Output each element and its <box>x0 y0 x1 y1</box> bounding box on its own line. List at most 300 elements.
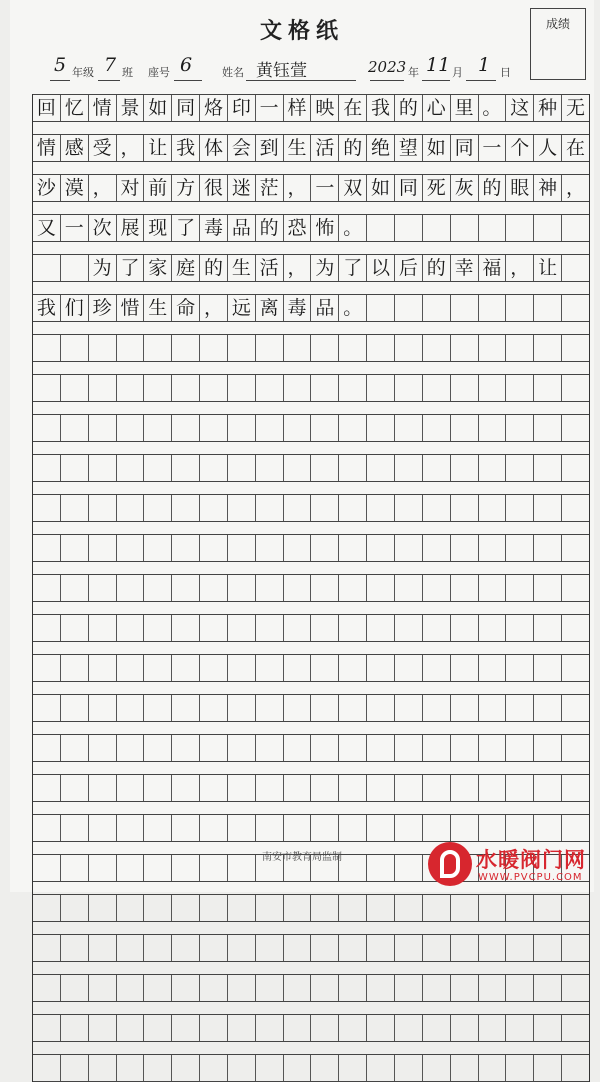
grid-cell <box>117 495 145 521</box>
grid-cell <box>311 575 339 601</box>
grid-cell <box>144 495 172 521</box>
grid-row <box>33 334 589 362</box>
grid-cell: 迷 <box>228 175 256 201</box>
grid-cell <box>33 375 61 401</box>
grid-cell <box>256 775 284 801</box>
grid-cell: 回 <box>33 95 61 121</box>
grid-row <box>33 454 589 482</box>
grid-cell: 惜 <box>117 295 145 321</box>
grid-cell: 生 <box>144 295 172 321</box>
grid-cell <box>284 975 312 1001</box>
grid-cell <box>339 575 367 601</box>
grid-cell <box>479 975 507 1001</box>
grid-cell <box>451 695 479 721</box>
grid-cell <box>534 735 562 761</box>
grid-cell: 以 <box>367 255 395 281</box>
grid-cell <box>423 735 451 761</box>
grid-row <box>33 534 589 562</box>
grid-cell <box>479 935 507 961</box>
grid-cell <box>451 1055 479 1081</box>
grid-cell <box>172 495 200 521</box>
grid-row <box>33 974 589 1002</box>
grid-cell <box>200 575 228 601</box>
grid-cell: ， <box>117 135 145 161</box>
grid-cell: 感 <box>61 135 89 161</box>
grid-cell <box>200 375 228 401</box>
grid-cell <box>117 375 145 401</box>
grid-cell <box>89 775 117 801</box>
grid-cell <box>172 575 200 601</box>
grid-row <box>33 1014 589 1042</box>
grid-cell <box>172 1055 200 1081</box>
student-info-row <box>50 54 520 84</box>
grid-cell <box>367 815 395 841</box>
grid-cell <box>395 815 423 841</box>
grid-cell <box>172 335 200 361</box>
grid-cell <box>367 575 395 601</box>
grid-cell <box>61 695 89 721</box>
grid-cell <box>228 935 256 961</box>
grid-cell <box>144 575 172 601</box>
grid-cell <box>144 335 172 361</box>
grid-cell <box>534 655 562 681</box>
grid-cell <box>33 935 61 961</box>
grid-cell <box>506 335 534 361</box>
grid-cell <box>479 1015 507 1041</box>
grid-cell <box>144 1055 172 1081</box>
grid-cell <box>117 895 145 921</box>
grid-cell: 情 <box>33 135 61 161</box>
grid-cell <box>256 615 284 641</box>
grid-cell <box>284 895 312 921</box>
grid-cell: 无 <box>565 96 585 119</box>
grid-row <box>33 694 589 722</box>
grade-label: 年级 <box>72 66 94 79</box>
grid-cell <box>367 935 395 961</box>
grid-cell <box>451 215 479 241</box>
grid-cell <box>534 1015 562 1041</box>
grid-cell: 展 <box>117 215 145 241</box>
grid-cell <box>423 655 451 681</box>
grid-cell <box>228 575 256 601</box>
page-title: 文格纸 <box>259 19 344 44</box>
grid-cell <box>367 1015 395 1041</box>
writing-grid <box>32 94 590 1082</box>
grid-row <box>33 1054 589 1082</box>
grid-cell: 了 <box>339 255 367 281</box>
grid-cell: 体 <box>200 135 228 161</box>
grid-cell: 会 <box>228 135 256 161</box>
grid-cell <box>144 815 172 841</box>
grid-cell <box>367 455 395 481</box>
grid-cell <box>395 455 423 481</box>
day-label: 日 <box>500 66 511 79</box>
row-gap <box>33 562 589 574</box>
row-gap <box>33 122 589 134</box>
grid-cell: 毒 <box>200 215 228 241</box>
grid-cell <box>479 535 507 561</box>
grid-cell: 沙 <box>33 175 61 201</box>
grid-cell <box>89 455 117 481</box>
class-underline <box>98 80 120 81</box>
grid-cell <box>311 535 339 561</box>
grid-row <box>33 374 589 402</box>
grid-cell: 福 <box>479 255 507 281</box>
grid-cell <box>339 495 367 521</box>
grid-cell <box>200 615 228 641</box>
grid-cell: 到 <box>256 135 284 161</box>
grid-cell <box>562 455 589 481</box>
grid-cell <box>479 615 507 641</box>
grid-cell <box>479 415 507 441</box>
grid-cell <box>395 975 423 1001</box>
grid-cell <box>423 975 451 1001</box>
grid-cell: 了 <box>172 215 200 241</box>
grid-cell: 里 <box>451 95 479 121</box>
row-gap <box>33 282 589 294</box>
grid-cell <box>395 295 423 321</box>
grid-cell <box>117 655 145 681</box>
grid-cell <box>339 935 367 961</box>
grid-cell <box>506 695 534 721</box>
grid-cell <box>367 295 395 321</box>
grid-cell <box>367 775 395 801</box>
grid-cell <box>200 975 228 1001</box>
grid-cell <box>311 775 339 801</box>
grid-cell <box>61 775 89 801</box>
grid-cell <box>117 815 145 841</box>
grid-cell: 前 <box>144 175 172 201</box>
grid-cell <box>144 415 172 441</box>
grid-cell <box>311 695 339 721</box>
grid-cell: 次 <box>89 215 117 241</box>
grid-cell: 情 <box>89 95 117 121</box>
grid-cell: 印 <box>228 95 256 121</box>
grid-cell <box>61 615 89 641</box>
grid-cell <box>200 335 228 361</box>
row-gap <box>33 202 589 214</box>
grid-cell <box>144 975 172 1001</box>
grid-row <box>33 734 589 762</box>
grid-row <box>33 574 589 602</box>
grid-cell <box>89 975 117 1001</box>
grid-cell: 种 <box>534 95 562 121</box>
grid-cell: 如 <box>144 95 172 121</box>
grid-cell <box>89 815 117 841</box>
grid-cell: 。 <box>339 215 367 241</box>
grid-cell <box>423 415 451 441</box>
year-label: 年 <box>408 66 419 79</box>
row-gap <box>33 242 589 254</box>
grid-cell <box>339 775 367 801</box>
grid-cell <box>479 575 507 601</box>
grid-cell <box>311 895 339 921</box>
grid-cell <box>506 535 534 561</box>
grid-cell <box>33 815 61 841</box>
grid-cell <box>534 975 562 1001</box>
grid-cell <box>562 775 589 801</box>
watermark-title: 水暖阀门网 <box>476 848 586 872</box>
grid-cell: 同 <box>451 135 479 161</box>
grid-cell: 为 <box>89 255 117 281</box>
grid-cell <box>172 455 200 481</box>
grid-cell <box>144 935 172 961</box>
grid-cell <box>395 415 423 441</box>
grid-cell <box>61 415 89 441</box>
grid-cell <box>61 975 89 1001</box>
month-value: 11 <box>426 54 451 76</box>
grid-cell <box>256 375 284 401</box>
grid-cell <box>451 335 479 361</box>
grid-cell <box>172 735 200 761</box>
grid-cell <box>284 1015 312 1041</box>
grid-cell <box>117 415 145 441</box>
grid-cell: 死 <box>423 175 451 201</box>
grid-cell: 我 <box>172 135 200 161</box>
grid-cell <box>172 975 200 1001</box>
grid-cell <box>395 695 423 721</box>
grid-cell <box>562 615 589 641</box>
grid-cell <box>534 215 562 241</box>
grid-cell: 远 <box>228 295 256 321</box>
grid-cell <box>172 615 200 641</box>
grid-cell <box>562 895 589 921</box>
grid-cell <box>395 335 423 361</box>
grid-cell <box>284 935 312 961</box>
grid-cell <box>172 695 200 721</box>
grid-cell <box>61 575 89 601</box>
grid-cell <box>506 615 534 641</box>
grid-cell <box>479 1055 507 1081</box>
grid-cell: 漠 <box>61 175 89 201</box>
grid-row <box>33 134 589 162</box>
grid-cell: 让 <box>534 255 562 281</box>
grid-cell <box>367 615 395 641</box>
grid-cell <box>339 815 367 841</box>
grid-cell <box>479 735 507 761</box>
grid-cell <box>33 1055 61 1081</box>
grid-cell <box>200 735 228 761</box>
grid-cell <box>256 935 284 961</box>
grid-cell: 了 <box>117 255 145 281</box>
grid-cell <box>117 935 145 961</box>
grid-cell <box>534 695 562 721</box>
grid-cell <box>284 575 312 601</box>
grid-cell <box>33 415 61 441</box>
grid-cell <box>33 775 61 801</box>
grid-cell <box>506 455 534 481</box>
grid-cell: 一 <box>256 95 284 121</box>
grid-cell <box>506 895 534 921</box>
grid-cell <box>144 1015 172 1041</box>
grid-cell <box>89 615 117 641</box>
grid-cell <box>284 455 312 481</box>
grid-cell <box>506 415 534 441</box>
grid-cell <box>33 335 61 361</box>
grid-cell <box>479 455 507 481</box>
grid-cell <box>451 295 479 321</box>
name-label: 姓名 <box>222 66 244 79</box>
grid-cell <box>61 735 89 761</box>
grid-cell: 又 <box>33 215 61 241</box>
grid-cell: 毒 <box>284 295 312 321</box>
grid-cell <box>339 895 367 921</box>
grid-cell <box>451 895 479 921</box>
row-gap <box>33 682 589 694</box>
grid-cell <box>562 375 589 401</box>
grid-cell <box>311 415 339 441</box>
grid-cell <box>228 1055 256 1081</box>
grid-cell <box>562 535 589 561</box>
grid-cell <box>339 615 367 641</box>
grid-cell <box>256 695 284 721</box>
grid-cell: 灰 <box>451 175 479 201</box>
grid-cell <box>33 695 61 721</box>
year-underline <box>370 80 404 81</box>
grid-cell: 品 <box>311 295 339 321</box>
grid-row <box>33 774 589 802</box>
grid-cell <box>33 615 61 641</box>
grid-cell <box>534 895 562 921</box>
grid-cell <box>33 535 61 561</box>
grid-cell <box>61 255 89 281</box>
grid-cell <box>172 775 200 801</box>
grid-cell <box>534 455 562 481</box>
row-gap <box>33 322 589 334</box>
grid-cell <box>395 495 423 521</box>
grid-cell <box>144 655 172 681</box>
grid-cell <box>200 815 228 841</box>
grid-cell <box>311 455 339 481</box>
grid-cell <box>284 1055 312 1081</box>
grid-cell <box>228 815 256 841</box>
grid-cell <box>534 1055 562 1081</box>
grid-row <box>33 294 589 322</box>
grid-cell <box>562 655 589 681</box>
grid-cell <box>89 415 117 441</box>
day-underline <box>466 80 496 81</box>
row-gap <box>33 602 589 614</box>
name-value: 黄钰萱 <box>256 61 307 81</box>
row-gap <box>33 762 589 774</box>
grid-cell <box>172 935 200 961</box>
grid-cell <box>89 895 117 921</box>
grid-cell <box>200 695 228 721</box>
grid-cell <box>228 895 256 921</box>
grid-row <box>33 614 589 642</box>
grid-cell <box>339 415 367 441</box>
grid-cell <box>284 495 312 521</box>
grid-cell <box>144 375 172 401</box>
grid-cell: 。 <box>339 295 367 321</box>
grid-cell: ， <box>284 255 312 281</box>
grid-cell <box>339 535 367 561</box>
grid-cell <box>423 935 451 961</box>
grid-cell <box>256 1015 284 1041</box>
grid-cell <box>144 455 172 481</box>
grid-cell: 现 <box>144 215 172 241</box>
grid-cell <box>367 415 395 441</box>
grid-cell <box>451 775 479 801</box>
grid-cell <box>395 655 423 681</box>
grid-cell <box>423 335 451 361</box>
grid-cell: 的 <box>423 255 451 281</box>
grid-cell <box>228 975 256 1001</box>
grid-cell <box>311 1055 339 1081</box>
grid-cell: 同 <box>172 95 200 121</box>
grid-cell <box>117 615 145 641</box>
grid-cell: ， <box>565 176 585 199</box>
grid-cell <box>256 415 284 441</box>
grid-cell <box>311 375 339 401</box>
grid-cell <box>423 775 451 801</box>
grid-cell <box>256 895 284 921</box>
grid-cell: 茫 <box>256 175 284 201</box>
grid-cell <box>61 655 89 681</box>
class-value: 7 <box>104 54 117 76</box>
grid-cell: 很 <box>200 175 228 201</box>
grid-cell: 望 <box>395 135 423 161</box>
grid-cell <box>367 655 395 681</box>
grid-cell <box>451 535 479 561</box>
grid-cell <box>423 695 451 721</box>
grid-cell <box>479 495 507 521</box>
grid-cell <box>534 775 562 801</box>
grid-cell <box>311 735 339 761</box>
grid-cell <box>89 935 117 961</box>
grid-cell <box>506 775 534 801</box>
grid-cell <box>451 375 479 401</box>
grid-cell <box>172 815 200 841</box>
grid-cell: 这 <box>506 95 534 121</box>
grid-cell <box>451 1015 479 1041</box>
grid-cell <box>89 535 117 561</box>
grid-cell: 怖 <box>311 215 339 241</box>
grid-cell <box>89 1055 117 1081</box>
grid-cell: 的 <box>395 95 423 121</box>
grid-cell <box>451 975 479 1001</box>
grid-cell <box>284 815 312 841</box>
grid-cell <box>311 495 339 521</box>
grid-cell <box>33 455 61 481</box>
grid-cell: 神 <box>534 175 562 201</box>
seat-value: 6 <box>180 54 193 76</box>
grid-cell: 活 <box>256 255 284 281</box>
grid-cell <box>228 615 256 641</box>
grid-cell <box>339 455 367 481</box>
grid-cell <box>395 215 423 241</box>
grid-cell <box>534 295 562 321</box>
grid-cell <box>33 1015 61 1041</box>
score-label: 成绩 <box>545 17 570 31</box>
grid-cell <box>367 535 395 561</box>
grid-cell: 样 <box>284 95 312 121</box>
grid-cell <box>423 455 451 481</box>
grid-cell <box>451 575 479 601</box>
grid-cell <box>200 415 228 441</box>
grid-cell <box>228 775 256 801</box>
grid-cell <box>117 975 145 1001</box>
grid-cell: 恐 <box>284 215 312 241</box>
grid-cell <box>228 655 256 681</box>
grid-cell <box>117 575 145 601</box>
grid-cell <box>172 375 200 401</box>
grid-cell: 心 <box>423 95 451 121</box>
grid-cell <box>172 535 200 561</box>
grid-cell <box>339 975 367 1001</box>
grid-cell <box>395 375 423 401</box>
grid-cell <box>506 495 534 521</box>
